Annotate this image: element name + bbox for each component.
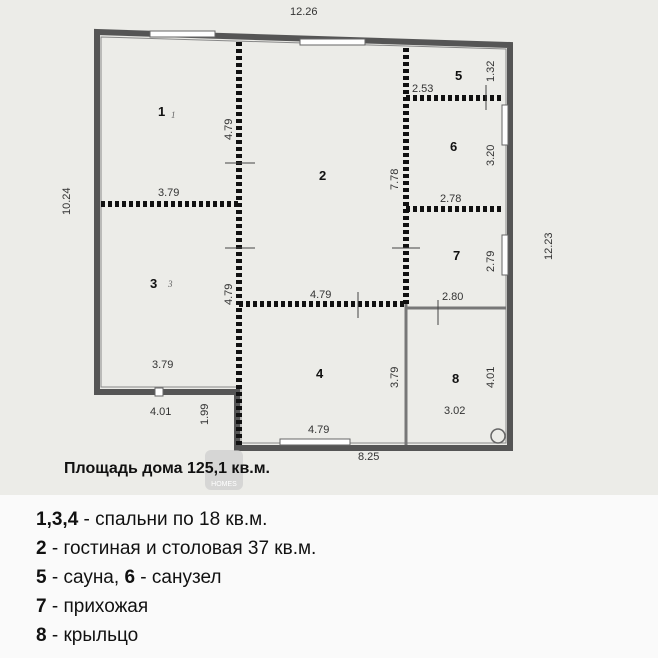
legend-item: 8 - крыльцо xyxy=(36,625,139,646)
window xyxy=(150,31,215,37)
legend-item: 1,3,4 - спальни по 18 кв.м. xyxy=(36,509,268,530)
watermark-logo: HOMES xyxy=(205,450,243,490)
dim-room7-height: 2.79 xyxy=(485,250,497,272)
room-number-2: 2 xyxy=(319,168,327,183)
dim-room2-height: 7.78 xyxy=(389,168,401,190)
window xyxy=(300,39,365,45)
dim-room1-width: 3.79 xyxy=(158,187,180,199)
dim-top-width: 12.26 xyxy=(290,6,318,18)
room-number-4: 4 xyxy=(316,366,324,381)
room-number-7: 7 xyxy=(453,248,461,263)
dim-room8-height: 4.01 xyxy=(485,366,497,388)
legend-item: 7 - прихожая xyxy=(36,596,149,617)
dim-room5-height: 1.32 xyxy=(485,60,497,82)
dim-bottom-right-width: 8.25 xyxy=(358,451,380,463)
dim-room1-height: 4.79 xyxy=(223,118,235,140)
window xyxy=(502,235,508,275)
window xyxy=(280,439,350,445)
room-number-8: 8 xyxy=(452,371,460,386)
window xyxy=(502,105,508,145)
dim-room7-width: 2.80 xyxy=(442,291,464,303)
room-sub-3: 3 xyxy=(168,279,173,289)
dim-left-height: 10.24 xyxy=(61,187,73,215)
room-number-6: 6 xyxy=(450,139,458,154)
dim-room4-height: 3.79 xyxy=(389,366,401,388)
dim-room6-height: 3.20 xyxy=(485,144,497,166)
dim-room5-width: 2.53 xyxy=(412,83,434,95)
dim-room4-bottom: 4.79 xyxy=(308,424,330,436)
legend-item: 5 - сауна, 6 - санузел xyxy=(36,567,222,588)
room-sub-1: 1 xyxy=(171,110,176,120)
house-area-label: Площадь дома 125,1 кв.м. xyxy=(64,460,270,477)
legend-item: 2 - гостиная и столовая 37 кв.м. xyxy=(36,538,317,559)
room-number-3: 3 xyxy=(150,276,158,291)
dim-room3-height: 4.79 xyxy=(223,283,235,305)
dim-porch-left-height: 1.99 xyxy=(199,403,211,425)
dim-room8-width: 3.02 xyxy=(444,405,466,417)
dim-porch-left-width: 4.01 xyxy=(150,406,172,418)
room-legend xyxy=(0,495,658,658)
window xyxy=(155,388,163,396)
dim-right-height: 12.23 xyxy=(543,232,555,260)
room-number-1: 1 xyxy=(158,104,166,119)
dim-room3-width: 3.79 xyxy=(152,359,174,371)
dim-room6-width: 2.78 xyxy=(440,193,462,205)
room-number-5: 5 xyxy=(455,68,463,83)
dim-room2-bottom: 4.79 xyxy=(310,289,332,301)
